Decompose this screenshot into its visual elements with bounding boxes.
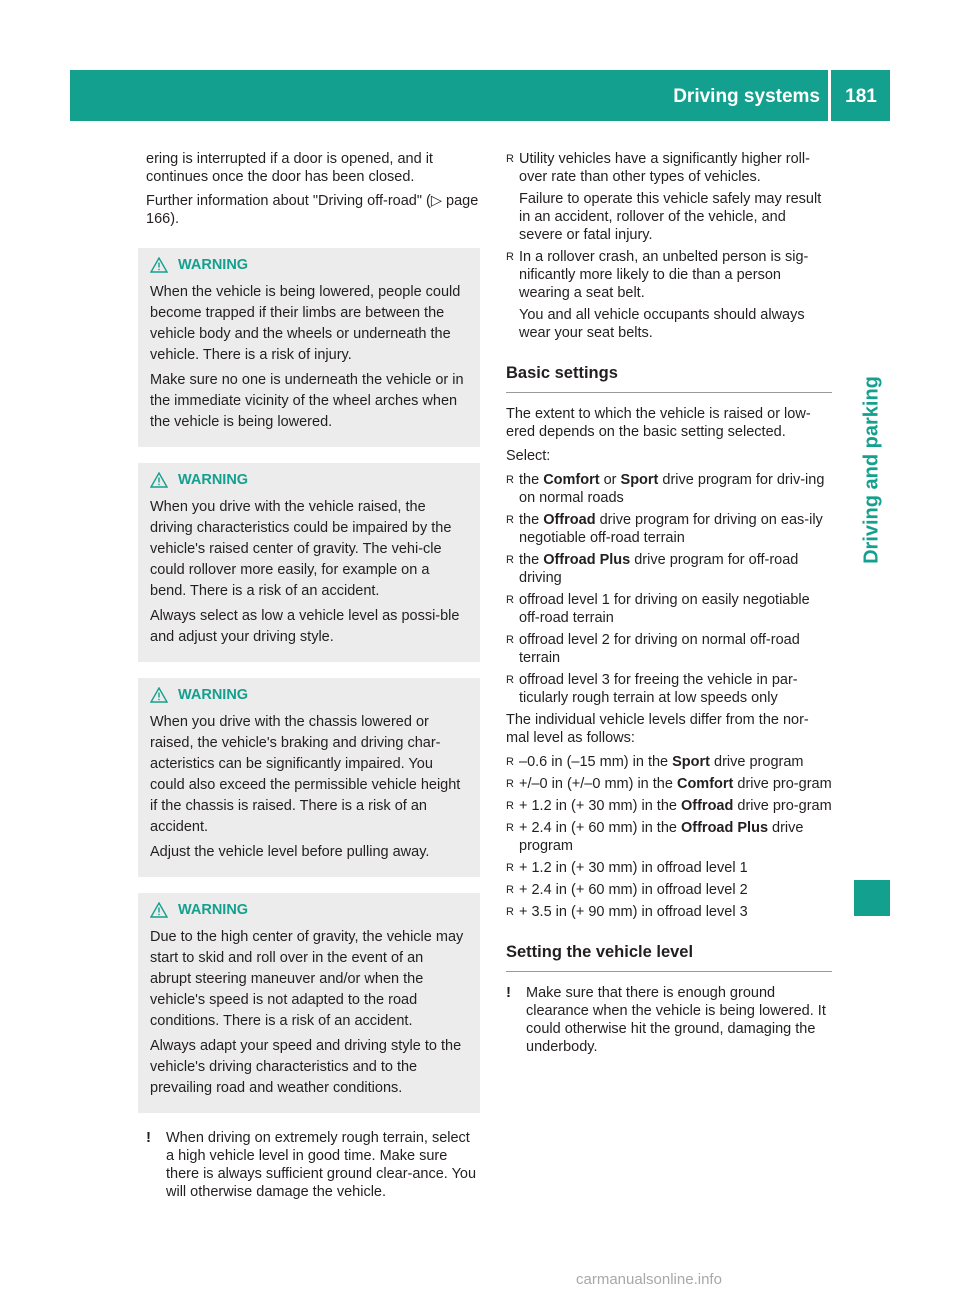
warning-triangle-icon	[150, 902, 168, 918]
warning-title: WARNING	[178, 472, 249, 488]
warning-triangle-icon	[150, 472, 168, 488]
warning-title: WARNING	[178, 902, 249, 918]
warning-triangle-icon	[150, 687, 168, 703]
bullet-icon: R	[506, 674, 514, 686]
bullet-icon: R	[506, 153, 514, 165]
list-item: R + 1.2 in (+ 30 mm) in offroad level 1	[506, 860, 748, 876]
warning-triangle-icon	[150, 257, 168, 273]
list-item: R +/–0 in (+/–0 mm) in the Comfort drive pro-gram	[506, 776, 832, 792]
notice-block	[146, 1129, 480, 1201]
list-item: R + 1.2 in (+ 30 mm) in the Offroad drive pro-gram	[506, 798, 832, 814]
bullet-icon: R	[506, 554, 514, 566]
bullet-icon: R	[506, 778, 514, 790]
bullet-icon: R	[506, 822, 514, 834]
section-side-label: Driving and parking	[860, 376, 883, 564]
list-item: R + 3.5 in (+ 90 mm) in offroad level 3	[506, 904, 748, 920]
left-column	[146, 150, 480, 1201]
drive-program-list	[506, 471, 832, 707]
right-column	[506, 150, 832, 1056]
vehicle-level-list	[506, 753, 832, 921]
chapter-title: Driving systems	[673, 86, 820, 107]
section-heading: Basic settings	[506, 364, 832, 393]
list-item: R offroad level 1 for driving on easily negotiable off-road terrain	[506, 592, 810, 626]
page-number: 181	[845, 86, 877, 107]
list-item: R + 2.4 in (+ 60 mm) in offroad level 2	[506, 882, 748, 898]
warning-instruction: Always select as low a vehicle level as possi-ble and adjust your driving style.	[150, 608, 460, 645]
bullet-icon: R	[506, 514, 514, 526]
exclamation-icon: !	[146, 1129, 151, 1146]
notice-text: When driving on extremely rough terrain, select a high vehicle level in good time. Make sure there is always sufficient ground clear-ance. You will otherwise damage the vehicle.	[166, 1130, 477, 1200]
warning-title: WARNING	[178, 687, 249, 703]
notice-block	[506, 984, 832, 1056]
bullet-icon: R	[506, 862, 514, 874]
section-heading: Setting the vehicle level	[506, 943, 832, 972]
warning-box	[138, 463, 480, 662]
watermark: carmanualsonline.info	[576, 1271, 722, 1288]
list-item: R the Comfort or Sport drive program for driv-ing on normal roads	[506, 472, 825, 506]
warning-text: Due to the high center of gravity, the vehicle may start to skid and roll over in the event of an abrupt steering maneuver and/or when the vehicle's speed is not adapted to the road conditions. There is a risk of an accident.	[150, 929, 464, 1029]
safety-list	[506, 150, 832, 342]
bullet-icon: R	[506, 756, 514, 768]
bullet-icon: R	[506, 884, 514, 896]
list-item: R –0.6 in (–15 mm) in the Sport drive program	[506, 754, 804, 770]
bullet-icon: R	[506, 634, 514, 646]
exclamation-icon: !	[506, 984, 511, 1001]
bullet-icon: R	[506, 800, 514, 812]
list-item: R the Offroad drive program for driving on eas-ily negotiable off-road terrain	[506, 512, 823, 546]
warning-instruction: Make sure no one is underneath the vehicle or in the immediate vicinity of the wheel arches when the vehicle is being lowered.	[150, 372, 464, 430]
warning-text: When the vehicle is being lowered, people could become trapped if their limbs are between the vehicle body and the wheels or underneath the vehicle. There is a risk of injury.	[150, 284, 461, 363]
list-item: R + 2.4 in (+ 60 mm) in the Offroad Plus drive program	[506, 820, 804, 854]
notice-text: Make sure that there is enough ground clearance when the vehicle is being lowered. It could otherwise hit the ground, damaging the underbody.	[526, 985, 826, 1055]
list-item: R offroad level 3 for freeing the vehicle in par-ticularly rough terrain at low speeds only	[506, 672, 798, 706]
header-divider	[828, 70, 831, 121]
intro-paragraph: ering is interrupted if a door is opened, and it continues once the door has been closed.	[146, 151, 433, 185]
levels-intro: The individual vehicle levels differ from the nor-mal level as follows:	[506, 712, 809, 746]
bullet-icon: R	[506, 251, 514, 263]
warning-instruction: Always adapt your speed and driving style to the vehicle's driving characteristics and to the prevailing road and weather conditions.	[150, 1038, 462, 1096]
warning-text: When you drive with the chassis lowered or raised, the vehicle's braking and driving char-acteristics can be significantly impaired. You could also exceed the permissible vehicle height if the chassis is raised. There is a risk of an accident.	[150, 714, 461, 835]
warning-box	[138, 678, 480, 877]
warning-text: When you drive with the vehicle raised, the driving characteristics could be impaired by the vehicle's raised center of gravity. The vehi-cle could rollover more easily, for example on a bend. There is a risk of an accident.	[150, 499, 452, 599]
list-item: R offroad level 2 for driving on normal off-road terrain	[506, 632, 800, 666]
bullet-icon: R	[506, 474, 514, 486]
warning-instruction: Adjust the vehicle level before pulling away.	[150, 844, 430, 860]
list-item: R the Offroad Plus drive program for off-road driving	[506, 552, 799, 586]
warning-box	[138, 248, 480, 447]
list-item: R Utility vehicles have a significantly higher roll-over rate than other types of vehicles. Failure to operate this vehicle safely may result in an accident, rollover of the vehicle, and severe or fatal injury.	[506, 151, 822, 243]
warning-box	[138, 893, 480, 1113]
list-item: R In a rollover crash, an unbelted person is sig-nificantly more likely to die than a person wearing a seat belt. You and all vehicle occupants should always wear your seat belts.	[506, 249, 809, 341]
warning-title: WARNING	[178, 257, 249, 273]
basic-intro: The extent to which the vehicle is raised or low-ered depends on the basic setting selected.	[506, 406, 811, 440]
cross-reference: Further information about "Driving off-road" (▷ page 166).	[146, 193, 479, 227]
bullet-icon: R	[506, 906, 514, 918]
bullet-icon: R	[506, 594, 514, 606]
section-tab-marker	[854, 880, 890, 916]
select-label: Select:	[506, 448, 551, 464]
